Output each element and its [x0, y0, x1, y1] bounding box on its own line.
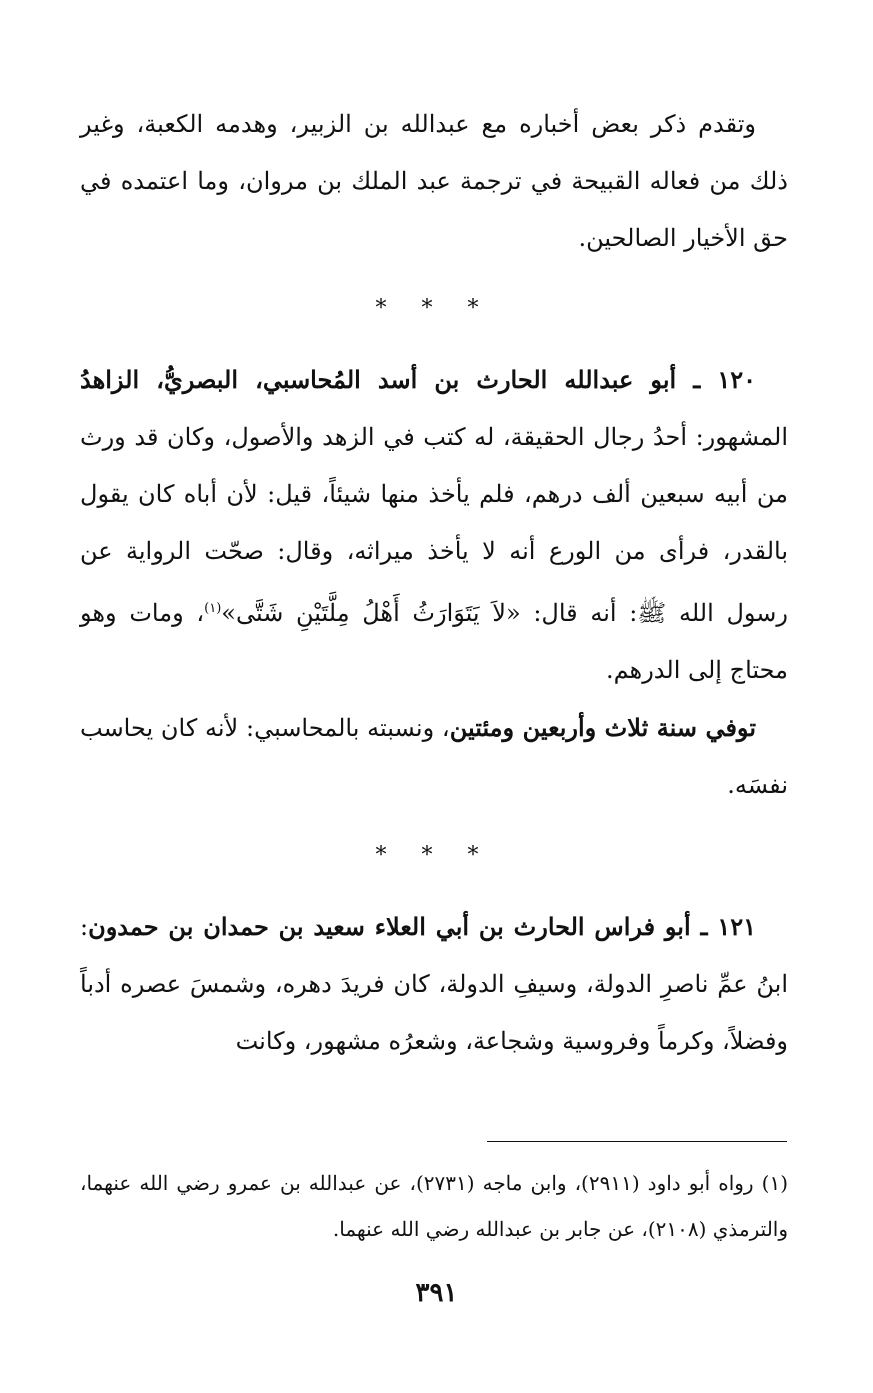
entry-120-text-end: ، ومات وهو محتاج إلى الدرهم. [80, 599, 788, 684]
entry-120-death-date: توفي سنة ثلاث وأربعين ومئتين [449, 713, 756, 742]
entry-121-text: : ابنُ عمِّ ناصرِ الدولة، وسيفِ الدولة، كان فريدَ دهره، وشمسَ عصره أدباً وفضلاً، وكرماً وفروسية وشجاعة، وشعرُه مشهور، وكانت [80, 913, 788, 1055]
entry-120-death [80, 699, 788, 814]
footnotes [80, 1160, 788, 1252]
entry-121 [80, 898, 788, 1070]
page-number: ٣٩١ [415, 1278, 458, 1308]
page-body [80, 96, 788, 1070]
entry-120 [80, 351, 788, 699]
entry-120-text: المشهور: أحدُ رجال الحقيقة، له كتب في الزهد والأصول، وكان قد ورث من أبيه سبعين ألف درهم، فلم يأخذ منها شيئاً، قيل: لأن أباه كان يقول بالقدر، فرأى من الورع أنه لا يأخذ ميراثه، وقال: صحّت الرواية عن رسول الله ﷺ: أنه قال: «لاَ يَتَوَارَثُ أَهْلُ مِلَّتَيْنِ شَتَّى» [80, 423, 789, 627]
section-separator-2: * * * [375, 843, 493, 868]
footnote-1: (١) رواه أبو داود (٢٩١١)، وابن ماجه (٢٧٣١)، عن عبدالله بن عمرو رضي الله عنهما، والترمذي (٢١٠٨)، عن جابر بن عبدالله رضي الله عنهما. [80, 1171, 788, 1241]
footnote-ref: (١) [204, 601, 222, 616]
entry-121-heading: ١٢١ ـ أبو فراس الحارث بن أبي العلاء سعيد بن حمدان بن حمدون [88, 912, 756, 941]
paragraph-intro: وتقدم ذكر بعض أخباره مع عبدالله بن الزبير، وهدمه الكعبة، وغير ذلك من فعاله القبيحة في ترجمة عبد الملك بن مروان، وما اعتمده في حق الأخيار الصالحين. [80, 110, 788, 252]
entry-120-heading: ١٢٠ ـ أبو عبدالله الحارث بن أسد المُحاسبي، البصريُّ، الزاهدُ [80, 365, 757, 394]
footnote-divider [487, 1141, 787, 1142]
entry-120-nisba: ، ونسبته بالمحاسبي: لأنه كان يحاسب نفسَه. [80, 714, 788, 799]
section-separator: * * * [375, 296, 493, 321]
